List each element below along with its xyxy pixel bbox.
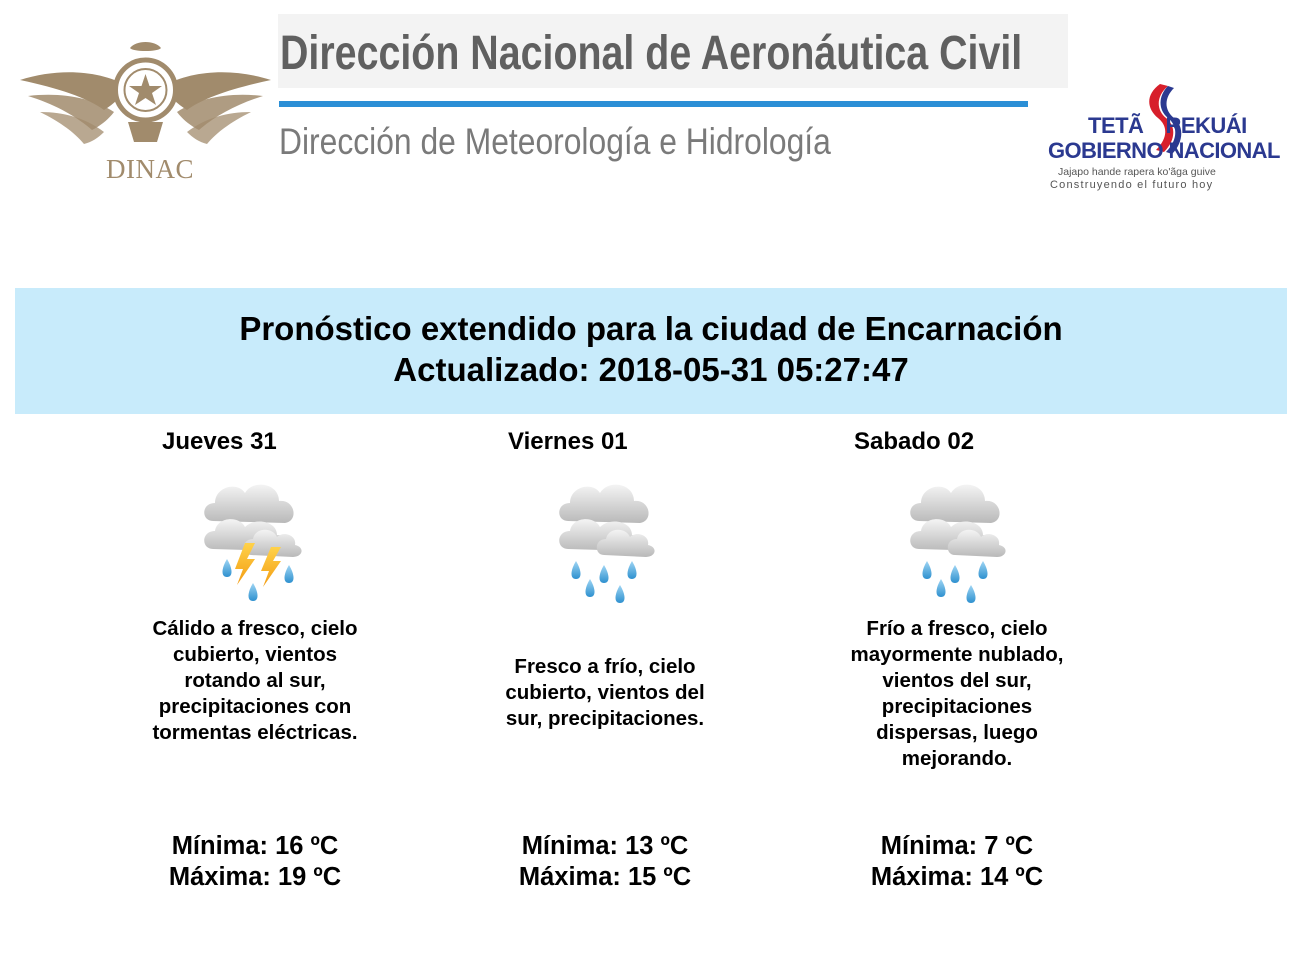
gov-logo-line1 bbox=[1088, 113, 1247, 139]
agency-title: Dirección Nacional de Aeronáutica Civil bbox=[280, 27, 1023, 80]
header-divider bbox=[279, 101, 1028, 107]
day-name: Viernes 01 bbox=[508, 428, 628, 455]
minimum-temperature: Mínima: 7 ºC bbox=[880, 832, 1034, 860]
day-temperatures bbox=[837, 831, 1077, 893]
day-description: Cálido a fresco, cielo cubierto, vientos rotando al sur, precipitaciones con tormentas eléctricas. bbox=[152, 617, 358, 744]
day-temperatures bbox=[485, 831, 725, 893]
maximum-temperature: Máxima: 15 ºC bbox=[518, 863, 692, 891]
gov-logo-slogan-guarani: Jajapo hande rapera ko'ãga guive bbox=[1058, 166, 1216, 178]
day-name: Sabado 02 bbox=[854, 428, 975, 455]
cloud-thunderstorm-rain-icon bbox=[199, 473, 309, 608]
gov-logo-rekuai: REKUÁI bbox=[1165, 113, 1247, 138]
cloud-rain-icon bbox=[905, 473, 1015, 608]
forecast-updated: Actualizado: 2018-05-31 05:27:47 bbox=[393, 351, 909, 388]
gov-logo-teta: TETÃ bbox=[1088, 113, 1144, 138]
day-temperatures bbox=[135, 831, 375, 893]
page-header bbox=[0, 0, 1312, 230]
day-description: Fresco a frío, cielo cubierto, vientos del sur, precipitaciones. bbox=[505, 655, 705, 730]
dinac-logo-text: DINAC bbox=[106, 154, 194, 184]
forecast-day-3 bbox=[805, 428, 1105, 898]
gobierno-nacional-logo bbox=[1046, 80, 1280, 200]
forecast-day-1 bbox=[105, 428, 405, 898]
day-description: Frío a fresco, cielo mayormente nublado, vientos del sur, precipitaciones dispersas, luego mejorando. bbox=[850, 617, 1064, 770]
day-name: Jueves 31 bbox=[162, 428, 277, 455]
agency-subtitle: Dirección de Meteorología e Hidrología bbox=[279, 121, 831, 162]
maximum-temperature: Máxima: 19 ºC bbox=[168, 863, 342, 891]
gov-logo-line2: GOBIERNO NACIONAL bbox=[1048, 138, 1280, 163]
forecast-title: Pronóstico extendido para la ciudad de Encarnación bbox=[239, 310, 1063, 347]
minimum-temperature: Mínima: 16 ºC bbox=[171, 832, 339, 860]
forecast-day-2 bbox=[455, 428, 755, 898]
minimum-temperature: Mínima: 13 ºC bbox=[521, 832, 689, 860]
cloud-rain-icon bbox=[554, 473, 664, 608]
agency-title-box bbox=[278, 14, 1068, 88]
gov-logo-slogan-spanish: Construyendo el futuro hoy bbox=[1050, 179, 1214, 191]
forecast-banner bbox=[15, 288, 1287, 414]
maximum-temperature: Máxima: 14 ºC bbox=[870, 863, 1044, 891]
